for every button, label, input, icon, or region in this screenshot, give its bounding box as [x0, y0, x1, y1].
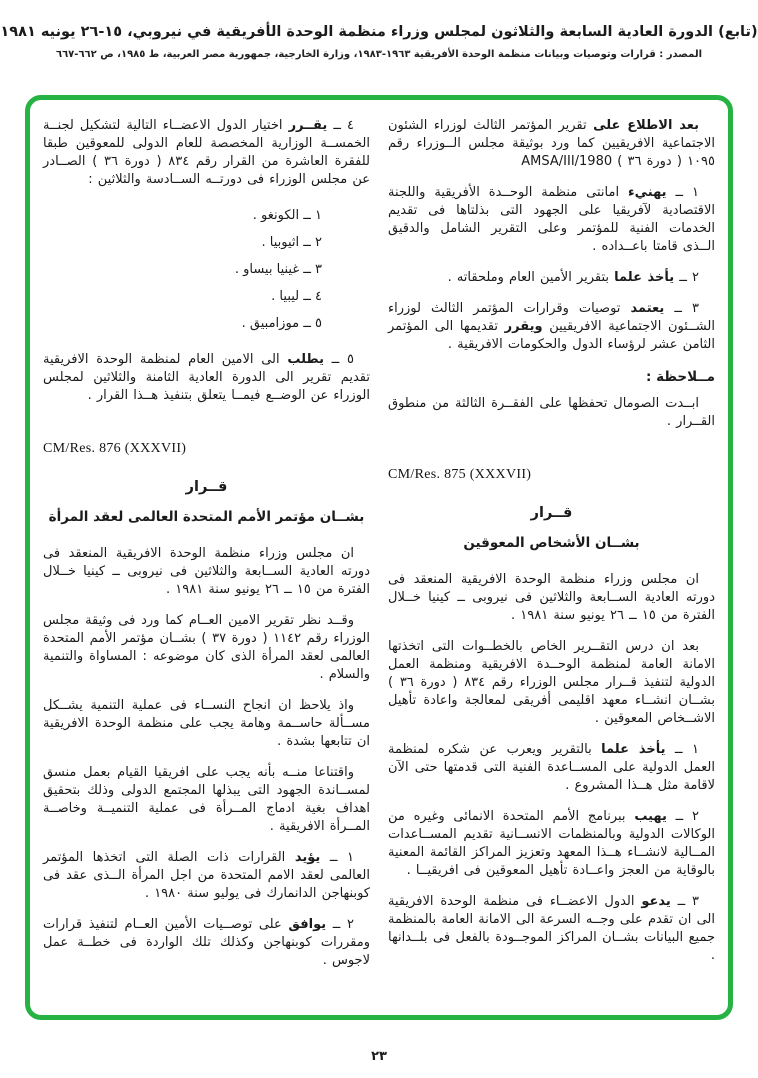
paragraph-item-2c: ٢ ــ يوافق على توصــيات الأمين العــام لتنفيذ قرارات ومقررات كوبنهاجن وكذلك تلك الواردة فى خطــة عمل لاجوس .: [43, 917, 370, 968]
resolution-subject: بشــان الأشخاص المعوقين: [463, 535, 640, 551]
resolution-subject: بشــان مؤتمر الأمم المتحدة العالمى لعقد المرأة: [48, 509, 365, 525]
paragraph-item-2b: ٢ ــ يهيب ببرنامج الأمم المتحدة الانمائى وغيره من الوكالات الدولية وبالمنظمات الانســانية تقديم المســاعدات المــالية لانشــاء هــذا المعهد وتعزيز المراكز القائمة المعنية بالوقاية من العجز واعــادة تأهيل المعوقين فى افريقيــا .: [388, 809, 715, 878]
right-column: [388, 117, 715, 978]
paragraph-item-1c: ١ ــ يؤيد القرارات ذات الصلة التى اتخذها المؤتمر العالمى لعقد الامم المتحدة من اجل المرأة الــذى عقد فى كوبنهاجن الدانمارك فى يوليو سنة ١٩٨٠ .: [43, 850, 370, 901]
resolution-heading: قــرار: [530, 505, 573, 521]
paragraph-item-3b: ٣ ــ يدعو الدول الاعضــاء فى منظمة الوحدة الافريقية الى ان تقدم على وجــه السرعة الى الامانة العامة بالمنظمة جميع البيانات بشــان المراكز الموجــودة بالفعل فى بلــدانها .: [388, 894, 715, 963]
page-header: [0, 24, 758, 60]
page-number: ٢٣: [371, 1049, 387, 1064]
member-state-item: ٣ ــ غينيا بيساو .: [234, 262, 322, 277]
paragraph-item-1b: ١ ــ يأخذ علما بالتقرير ويعرب عن شكره لمنظمة العمل الدولية على المســاعدة الفنية التى قدمتها حتى الآن لاقامة مثل هــذا المشروع .: [388, 742, 715, 793]
left-column: [43, 117, 370, 983]
paragraph-item-4: ٤ ــ يقــرر اختيار الدول الاعضــاء التالية لتشكيل لجنــة الخمســة الوزارية المخصصة للعام الدولى للمعوقين طبقا للفقرة العاشرة من القرار رقم ٨٣٤ ( دورة ٣٦ ) الصــادر عن مجلس الوزراء فى دورتــه الســادسة والثلاثين :: [43, 118, 371, 187]
resolution-id-876: CM/Res. 876 (XXXVII): [43, 441, 187, 456]
member-states-list: [43, 202, 370, 337]
resolution-heading: قــرار: [185, 479, 228, 495]
paragraph-item-2: ٢ ــ يأخذ علما بتقرير الأمين العام وملحقاته .: [447, 270, 699, 285]
paragraph-preamble-2: وقــد نظر تقرير الامين العــام كما ورد فى وثيقة مجلس الوزراء رقم ١١٤٢ ( دورة ٣٧ ) بشــان مؤتمر الأمم المتحدة العالمى لعقد المرأة الذى كان موضوعه : المساواة والتنمية والسلام .: [43, 613, 370, 682]
paragraph-intro: بعد الاطلاع على تقرير المؤتمر الثالث لوزراء الشئون الاجتماعية الافريقيين كما ورد بوثيقة مجلس الــوزراء رقم ١٠٩٥ ( دورة ٣٦ ) AMSA/III/1980: [388, 118, 715, 169]
content-frame: [25, 95, 733, 1020]
note-paragraph: ابــدت الصومال تحفظها على الفقــرة الثالثة من منطوق القــرار .: [388, 396, 715, 429]
paragraph-preamble-1: ان مجلس وزراء منظمة الوحدة الافريقية المنعقد فى دورته العادية الســابعة والثلاثين فى نيروبى ــ كينيا خــلال الفترة من ١٥ ــ ٢٦ يونيو سنة ١٩٨١ .: [43, 546, 370, 597]
paragraph-preamble-2: بعد ان درس التقــرير الخاص بالخطــوات التى اتخذتها الامانة العامة لمنظمة الوحــدة الافريقية ومنظمة العمل الدولية لتنفيذ قــرار مجلس الوزراء رقم ٨٣٤ ( دورة ٣٦ ) بشــان انشــاء معهد اقليمى أفريقى لمعالجة واعادة تأهيل الاشــخاص المعوقين .: [388, 639, 715, 726]
paragraph-preamble-4: واقتناعا منــه بأنه يجب على افريقيا القيام بعمل منسق لمســاندة الجهود التى يبذلها المجتمع الدولى وذلك بتحقيق اهداف بغية ادماج المــرأة فى عملية التنميــة وخاصــة المــرأة الافريقية .: [43, 765, 370, 834]
paragraph-preamble-1: ان مجلس وزراء منظمة الوحدة الافريقية المنعقد فى دورته العادية الســابعة والثلاثين فى نيروبى ــ كينيا خــلال الفترة من ١٥ ــ ٢٦ يونيو سنة ١٩٨١ .: [388, 572, 715, 623]
session-title: (تابع) الدورة العادية السابعة والثلاثون لمجلس وزراء منظمة الوحدة الأفريقية في نيروبي، ١٥-٢٦ يونيه ١٩٨١: [0, 24, 758, 40]
paragraph-item-5: ٥ ــ يطلب الى الامين العام لمنظمة الوحدة الافريقية تقديم تقرير الى الدورة العادية الثامنة والثلاثين لمجلس الوزراء عن الوضــع فيمــا يتعلق بتنفيذ هــذا القرار .: [43, 352, 370, 403]
paragraph-item-1: ١ ــ يهنيء امانتى منظمة الوحــدة الأفريقية واللجنة الاقتصادية لآفريقيا على الجهود التى بذلتاها فى تقديم الخدمات الفنية للمؤتمر وعلى التقرير الشامل والدقيق الــذى قامتا باعــداده .: [388, 185, 715, 254]
member-state-item: ١ ــ الكونغو .: [252, 208, 322, 223]
paragraph-preamble-3: واذ يلاحظ ان انجاح النســاء فى عملية التنمية يشــكل مســألة حاســمة وهامة يجب على منظمة الوحدة الافريقية ان تتابعها بشدة .: [43, 698, 370, 749]
member-state-item: ٤ ــ ليبيا .: [271, 289, 322, 304]
columns-container: [43, 117, 715, 983]
member-state-item: ٥ ــ موزامبيق .: [241, 316, 322, 331]
resolution-id-875: CM/Res. 875 (XXXVII): [388, 467, 532, 482]
member-state-item: ٢ ــ اثيوبيا .: [261, 235, 322, 250]
source-line: المصدر : قرارات وتوصيات وبيانات منظمة الوحدة الأفريقية ١٩٦٣-١٩٨٣، وزارة الخارجية، جمهورية مصر العربية، ط ١٩٨٥، ص ٦٦٢-٦٦٧: [55, 49, 703, 60]
note-heading: مــلاحظة :: [645, 369, 715, 385]
paragraph-item-3: ٣ ــ يعتمد توصيات وقرارات المؤتمر الثالث لوزراء الشــئون الاجتماعية الافريقيين ويقرر تقديمها الى المؤتمر الثامن عشر لرؤساء الدول والحكومات الافريقية .: [388, 301, 715, 352]
